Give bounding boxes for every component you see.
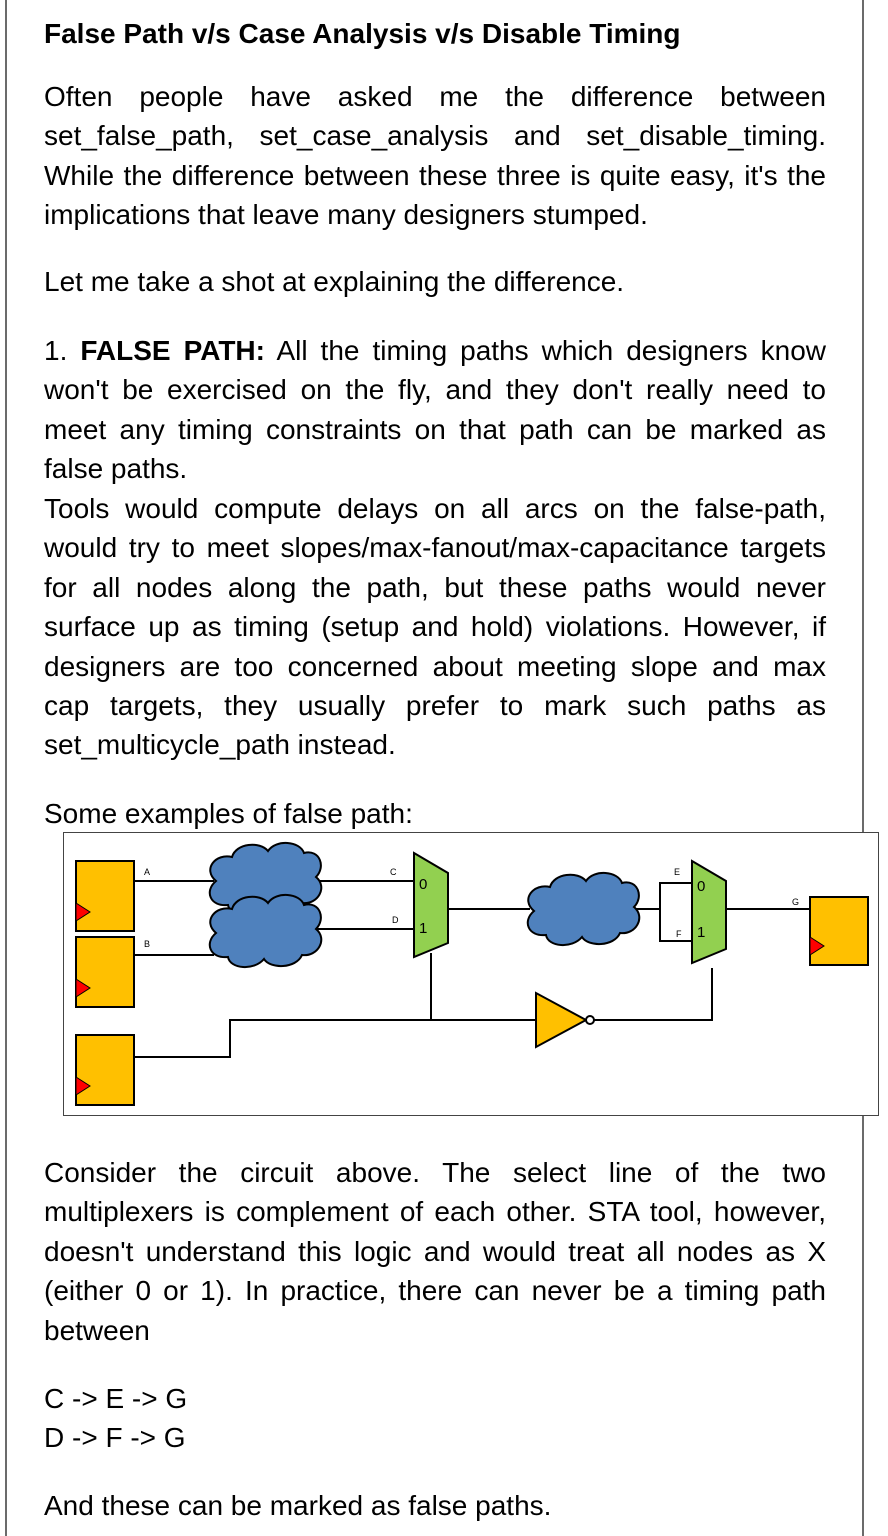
false-path-number: 1. (44, 335, 68, 366)
inverter-bubble (586, 1016, 594, 1024)
inverter (536, 993, 594, 1047)
article-title: False Path v/s Case Analysis v/s Disable Timing (44, 18, 681, 49)
consider-paragraph: Consider the circuit above. The select line of the two multiplexers is complement of each other. STA tool, however, doesn't understand this logic and would treat all nodes as X (either 0 or 1). In practice, there can never be a timing path between (44, 1157, 826, 1346)
flip-flops (76, 861, 868, 1105)
mux-2-input-1: 1 (697, 924, 706, 941)
flop-g (810, 897, 868, 965)
circuit-diagram (63, 832, 879, 1116)
examples-heading: Some examples of false path: (44, 798, 413, 829)
inverter-body (536, 993, 586, 1047)
circuit-svg (64, 833, 880, 1117)
wire-mux2-select (594, 968, 712, 1020)
mux-2-input-0: 0 (697, 878, 706, 895)
signal-label-f: F (676, 929, 682, 939)
cloud-c (528, 873, 640, 945)
false-path-text: All the timing paths which designers know won't be exercised on the fly, and they don't really need to meet any timing constraints on that path can be marked as false paths. (44, 335, 826, 485)
path-item: D -> F -> G (44, 1422, 186, 1453)
flop-a (76, 861, 134, 931)
lead-paragraph: Let me take a shot at explaining the difference. (44, 266, 625, 297)
signal-label-b: B (144, 939, 151, 949)
signal-label-a: A (144, 867, 151, 877)
right-border (862, 0, 864, 1536)
signal-label-e: E (674, 867, 681, 877)
conclusion-paragraph: And these can be marked as false paths. (44, 1490, 552, 1521)
signal-label-d: D (392, 915, 399, 925)
mux-1-input-0: 0 (419, 876, 428, 893)
wire-e (636, 883, 692, 909)
intro-paragraph: Often people have asked me the difference between set_false_path, set_case_analysis and set_disable_timing. While the difference between these three is quite easy, it's the implications that leave many designers stumped. (44, 81, 826, 231)
mux-2 (692, 861, 726, 963)
signal-label-g: G (792, 897, 800, 907)
left-border (5, 0, 7, 1536)
wire-select (134, 1020, 536, 1057)
false-path-detail: Tools would compute delays on all arcs on the false-path, would try to meet slopes/max-fanout/max-capacitance targets for all nodes along the path, but these paths would never surface up as timing (setup and hold) violations. However, if designers are too concerned about meeting slope and max cap targets, they usually prefer to mark such paths as set_multicycle_path instead. (44, 493, 826, 761)
mux-1-input-1: 1 (419, 920, 428, 937)
flop-b (76, 937, 134, 1007)
false-path-label: FALSE PATH: (80, 335, 265, 366)
false-path-paragraph (44, 331, 826, 489)
signal-label-c: C (390, 867, 397, 877)
path-item: C -> E -> G (44, 1383, 188, 1414)
mux-1 (414, 853, 448, 957)
flop-select (76, 1035, 134, 1105)
